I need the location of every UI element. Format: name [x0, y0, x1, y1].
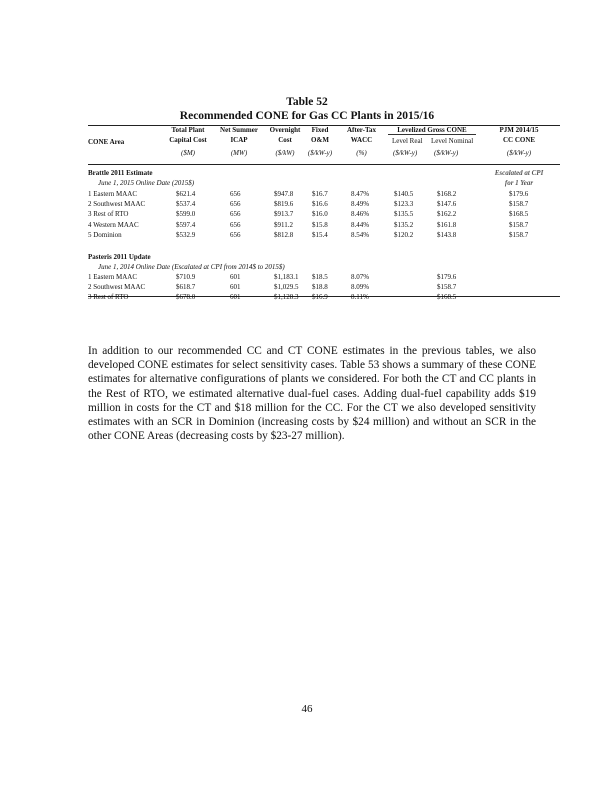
header-overnight-2: Cost — [278, 136, 292, 144]
table-label: Table 52 — [286, 96, 328, 108]
table-title: Recommended CONE for Gas CC Plants in 2015/16 — [179, 110, 435, 122]
escalated-note-2: for 1 Year — [504, 179, 534, 187]
header-level-real-unit: ($/kW-y) — [393, 149, 418, 157]
brattle-row-real-cell: $120.2 — [394, 230, 414, 239]
pasteris-row-capital-cell: $710.9 — [176, 273, 196, 281]
brattle-row-real-cell: $123.3 — [394, 200, 414, 209]
brattle-row-nominal-cell: $147.6 — [437, 200, 457, 209]
brattle-row-capital-cell: $597.4 — [176, 220, 196, 229]
brattle-row-area-cell: 1 Eastern MAAC — [88, 190, 137, 198]
brattle-row-fom-cell: $15.8 — [312, 220, 328, 229]
header-fixed-1: Fixed — [311, 126, 329, 134]
brattle-row-real-cell: $135.5 — [394, 210, 414, 219]
header-pjm-unit: ($/kW-y) — [506, 149, 532, 157]
pasteris-row-overnight-cell: $1,029.5 — [274, 283, 299, 292]
header-total-plant-2: Capital Cost — [169, 136, 207, 144]
brattle-row-pjm-cell: $158.7 — [509, 230, 529, 239]
brattle-row-nominal-cell: $161.8 — [437, 220, 457, 229]
header-pjm-2: CC CONE — [502, 136, 536, 144]
header-overnight-1: Overnight — [269, 126, 301, 134]
brattle-row-overnight-cell: $819.6 — [274, 200, 294, 209]
header-level-nominal-unit: ($/kW-y) — [434, 149, 459, 157]
brattle-row-pjm-cell: $158.7 — [509, 200, 529, 209]
brattle-row-capital-cell: $599.0 — [176, 210, 196, 219]
pasteris-row-area-cell: 2 Southwest MAAC — [88, 283, 146, 292]
header-net-summer-1: Net Summer — [220, 126, 258, 134]
brattle-row-fom-cell: $16.0 — [312, 210, 328, 219]
pasteris-section-subtitle: June 1, 2014 Online Date (Escalated at CPI from 2014$ to 2015$) — [98, 263, 285, 271]
header-aftertax-1: After-Tax — [346, 126, 377, 134]
pasteris-row-nominal-cell: $158.7 — [437, 283, 457, 292]
brattle-row-icap-cell: 656 — [230, 230, 241, 239]
header-net-summer-unit: (MW) — [230, 149, 248, 157]
brattle-row-nominal-cell: $168.2 — [437, 190, 457, 198]
brattle-row-fom-cell: $15.4 — [312, 230, 328, 239]
pasteris-section-title: Pasteris 2011 Update — [88, 253, 151, 261]
header-levelized: Levelized Gross CONE — [397, 126, 467, 134]
table-header-rule — [88, 164, 560, 165]
header-fixed-2: O&M — [311, 136, 329, 144]
brattle-row-area-cell: 4 Western MAAC — [88, 220, 139, 229]
header-total-plant-unit: ($M) — [181, 149, 195, 157]
brattle-row-overnight-cell: $913.7 — [274, 210, 294, 219]
brattle-row-overnight-cell: $947.8 — [274, 190, 294, 198]
page-number: 46 — [301, 703, 313, 715]
header-pjm-1: PJM 2014/15 — [499, 126, 539, 134]
brattle-row-wacc-cell: 8.54% — [351, 230, 370, 239]
pasteris-row-icap-cell: 601 — [230, 273, 241, 281]
brattle-row-capital-cell: $532.9 — [176, 230, 196, 239]
brattle-row-capital-cell: $621.4 — [176, 190, 196, 198]
pasteris-row-nominal-cell: $179.6 — [437, 273, 457, 281]
brattle-row-overnight-cell: $911.2 — [274, 220, 293, 229]
header-overnight-unit: ($/kW) — [275, 149, 295, 157]
pasteris-row-fom-cell: $18.8 — [312, 283, 328, 292]
brattle-row-overnight-cell: $812.8 — [274, 230, 294, 239]
header-level-real: Level Real — [392, 137, 423, 145]
brattle-row-real-cell: $140.5 — [394, 190, 414, 198]
pasteris-row-overnight-cell: $1,183.1 — [274, 273, 299, 281]
brattle-row-fom-cell: $16.7 — [312, 190, 328, 198]
pasteris-row-icap-cell: 601 — [230, 283, 241, 292]
brattle-row-fom-cell: $16.6 — [312, 200, 328, 209]
brattle-row-area-cell: 5 Dominion — [88, 230, 122, 239]
pasteris-row-capital-cell: $678.0 — [176, 293, 196, 302]
header-cone-area: CONE Area — [88, 138, 125, 146]
brattle-row-pjm-cell: $168.5 — [509, 210, 529, 219]
escalated-note-1: Escalated at CPI — [494, 169, 544, 177]
brattle-row-real-cell: $135.2 — [394, 220, 414, 229]
header-aftertax-2: WACC — [350, 136, 373, 144]
brattle-row-pjm-cell: $158.7 — [509, 220, 529, 229]
brattle-row-wacc-cell: 8.47% — [351, 190, 370, 198]
brattle-section-subtitle: June 1, 2015 Online Date (2015$) — [98, 179, 195, 187]
header-net-summer-2: ICAP — [230, 136, 248, 144]
body-paragraph: In addition to our recommended CC and CT CONE estimates in the previous tables, we also developed CONE estimates for select sensitivity cases. Table 53 shows a summary of these CONE estimates for alternative configurations of plants we considered. For both the CT and CC plants in the Rest of RTO, we estimated alternative dual-fuel cases. Adding dual-fuel capability adds $19 million in costs for the CT and $18 million for the CC. For the CT we also developed sensitivity estimates with an SCR in Dominion (increasing costs by $24 million) and without an SCR in the other CONE Areas (decreasing costs by $23-27 million). — [88, 345, 536, 443]
brattle-row-area-cell: 3 Rest of RTO — [88, 210, 129, 219]
brattle-row-nominal-cell: $162.2 — [437, 210, 457, 219]
pasteris-row-capital-cell: $618.7 — [176, 283, 196, 292]
brattle-row-capital-cell: $537.4 — [176, 200, 196, 209]
header-aftertax-unit: (%) — [356, 149, 367, 157]
brattle-row-icap-cell: 656 — [230, 200, 241, 209]
cone-table — [88, 125, 560, 302]
header-fixed-unit: ($/kW-y) — [307, 149, 333, 157]
brattle-row-nominal-cell: $143.8 — [437, 230, 457, 239]
header-level-nominal: Level Nominal — [431, 137, 474, 145]
pasteris-row-area-cell: 3 Rest of RTO — [88, 293, 129, 302]
pasteris-row-wacc-cell: 8.09% — [351, 283, 370, 292]
brattle-row-wacc-cell: 8.46% — [351, 210, 370, 219]
header-total-plant-1: Total Plant — [171, 126, 205, 134]
brattle-row-wacc-cell: 8.44% — [351, 220, 370, 229]
pasteris-row-wacc-cell: 8.07% — [351, 273, 370, 281]
pasteris-row-wacc-cell: 8.11% — [351, 293, 369, 302]
brattle-row-area-cell: 2 Southwest MAAC — [88, 200, 146, 209]
pasteris-row-fom-cell: $18.5 — [312, 273, 328, 281]
brattle-row-icap-cell: 656 — [230, 210, 241, 219]
pasteris-row-area-cell: 1 Eastern MAAC — [88, 273, 137, 281]
brattle-section-title: Brattle 2011 Estimate — [88, 169, 153, 177]
pasteris-row-nominal-cell: $168.5 — [437, 293, 457, 302]
brattle-row-icap-cell: 656 — [230, 220, 241, 229]
brattle-row-wacc-cell: 8.49% — [351, 200, 370, 209]
brattle-row-pjm-cell: $179.6 — [509, 190, 529, 198]
pasteris-row-overnight-cell: $1,128.3 — [274, 293, 299, 302]
brattle-row-icap-cell: 656 — [230, 190, 241, 198]
pasteris-row-fom-cell: $16.9 — [312, 293, 328, 302]
pasteris-row-icap-cell: 601 — [230, 293, 241, 302]
